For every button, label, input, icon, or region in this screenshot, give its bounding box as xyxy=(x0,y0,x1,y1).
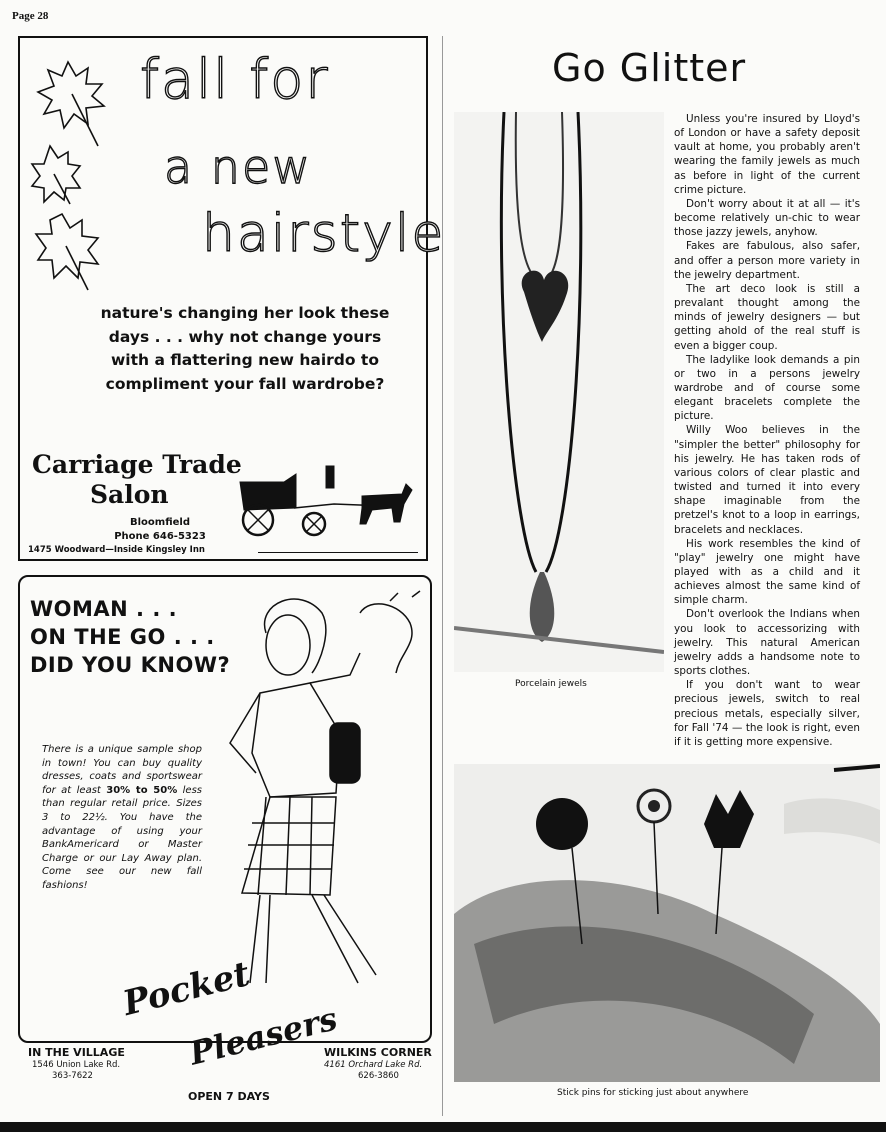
store-phone: 363-7622 xyxy=(52,1071,93,1081)
article-paragraph: The art deco look is still a prevalant thought among the minds of jewelry designers — but getting ahold of the real stuff is even a bigger coup. xyxy=(674,282,860,352)
store-location: WILKINS CORNER xyxy=(324,1046,432,1059)
article-paragraph: Don't worry about it at all — it's become relatively un-chic to wear those jazzy jewels, anyhow. xyxy=(674,197,860,239)
salon-ad xyxy=(18,36,446,561)
store-address: 1546 Union Lake Rd. xyxy=(32,1060,121,1070)
salon-contact: Bloomfield Phone 646-5323 xyxy=(114,517,206,542)
store-location: IN THE VILLAGE xyxy=(28,1046,125,1059)
article-paragraph: If you don't want to wear precious jewels, switch to real precious metals, especially silver, for Fall '74 — the look is right, even if it is getting more expensive. xyxy=(674,679,860,748)
salon-name: Carriage Trade Salon xyxy=(32,450,242,509)
salon-address: 1475 Woodward—Inside Kingsley Inn xyxy=(28,545,205,555)
article-paragraph: Don't overlook the Indians when you look to accessorizing with jewelry. This natural American jewelry adds a handsome note to sports clothes. xyxy=(674,608,860,678)
photo-caption: Porcelain jewels xyxy=(515,679,587,689)
article-paragraph: Unless you're insured by Lloyd's of London or have a safety deposit vault at home, you probably aren't wearing the family jewels as much as before in light of the current crime picture. xyxy=(674,113,860,196)
stick-pins-photo xyxy=(454,764,880,1082)
article-paragraph: The ladylike look demands a pin or two in a persons jewelry wardrobe and of course some elegant bracelets complete the picture. xyxy=(674,353,860,423)
maple-leaves-illustration xyxy=(28,54,128,294)
store-hours: OPEN 7 DAYS xyxy=(188,1090,270,1103)
fashion-illustration xyxy=(200,583,428,1003)
article-paragraph: His work resembles the kind of "play" jewelry one might have played with as a child and it achieves almost the same kind of simple charm. xyxy=(674,537,860,607)
headline-line: a new xyxy=(164,140,312,194)
necklace-photo xyxy=(454,112,664,672)
article-paragraph: Willy Woo believes in the "simpler the better" philosophy for his jewelry. He has taken rods of various colors of clear plastic and twisted and turned it into every shape imaginable from the pretzel's knot to a loop in earrings, bracelets and necklaces. xyxy=(674,424,860,536)
ad-pitch: There is a unique sample shop in town! You can buy quality dresses, coats and sportswear for at least 30% to 50% less than regular retail price. Sizes 3 to 22½. You have the advantage of using your BankAmericard or Master Charge or our Lay Away plan. Come see our new fall fashions! xyxy=(42,744,203,891)
page-bottom-rule xyxy=(0,1122,886,1132)
page-number: Page 28 xyxy=(12,10,49,22)
headline-line: hairstyle xyxy=(202,204,446,264)
photo-caption: Stick pins for sticking just about anywhere xyxy=(557,1088,749,1098)
store-phone: 626-3860 xyxy=(358,1071,399,1081)
column-rule xyxy=(442,36,443,1116)
headline-line: fall for xyxy=(140,48,330,111)
article-paragraph: Fakes are fabulous, also safer, and offer a person more variety in the jewelry department. xyxy=(674,240,860,281)
ad-body-text: nature's changing her look these days . . . why not change yours with a flattering new hairdo to compliment your fall wardrobe? xyxy=(100,304,390,393)
divider xyxy=(258,552,418,553)
store-address: 4161 Orchard Lake Rd. xyxy=(324,1060,423,1070)
article-title: Go Glitter xyxy=(552,46,747,90)
carriage-illustration xyxy=(234,464,414,544)
article-body xyxy=(674,112,860,749)
store-logo: Pleasers xyxy=(185,999,341,1073)
store-logo: Pocket xyxy=(119,953,254,1025)
ad-headline: WOMAN . . . ON THE GO . . . DID YOU KNOW? xyxy=(30,597,231,677)
